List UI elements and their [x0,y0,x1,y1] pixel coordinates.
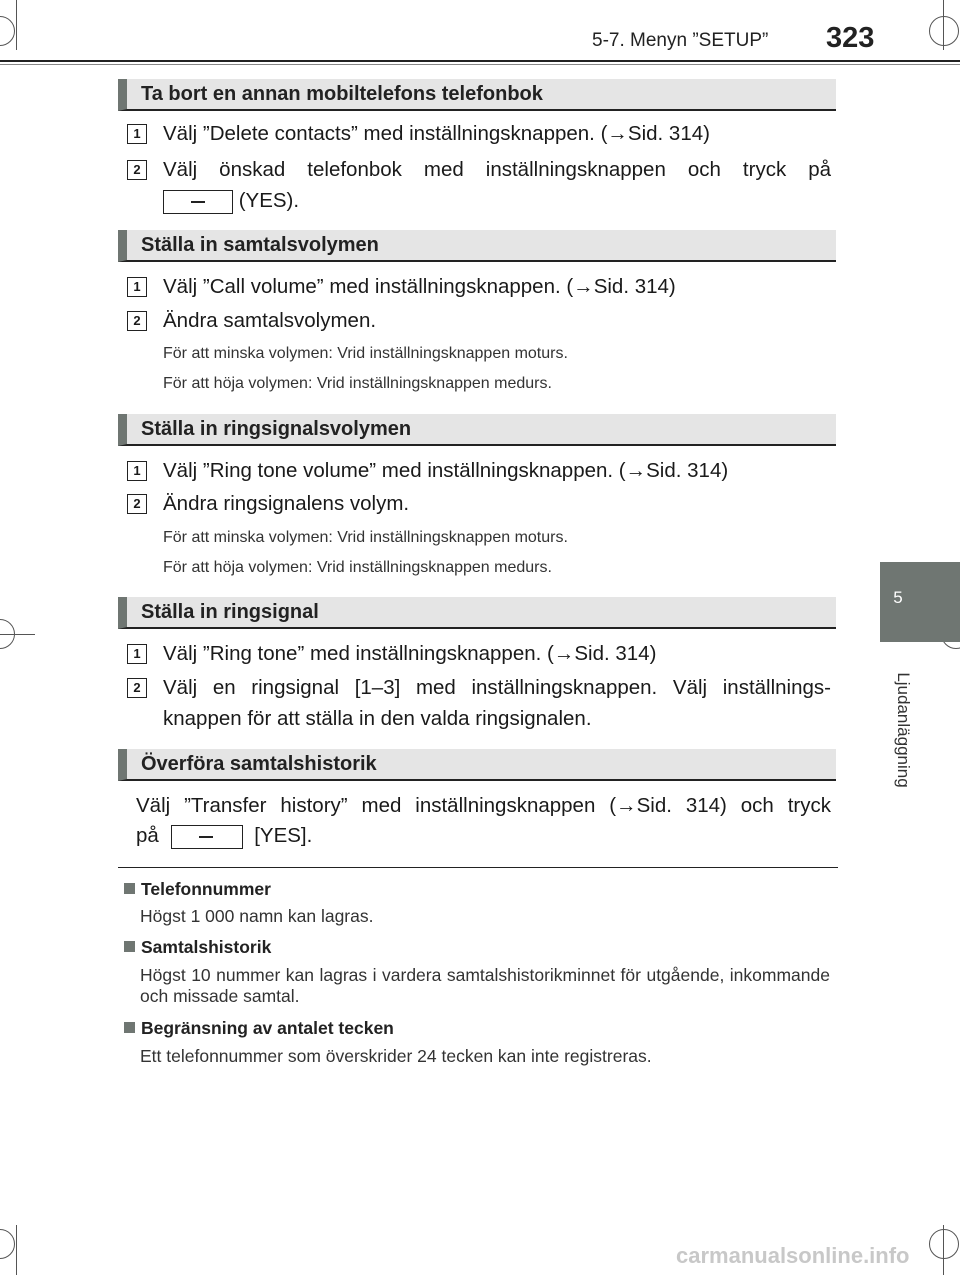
header-rule [0,64,960,65]
step-text: Välj en ringsignal [1–3] med inställningsknappen. Välj inställnings- [163,676,831,699]
step-number: 1 [127,644,147,664]
crop-line [16,1225,17,1275]
note-title-text: Telefonnummer [141,879,271,899]
section-heading-text: Ställa in ringsignal [141,601,319,623]
step-text: Ändra samtalsvolymen. [163,309,377,332]
step-text-fragment: (YES). [238,189,300,212]
page-number: 323 [826,22,875,54]
step-number: 1 [127,461,147,481]
square-bullet-icon [124,1022,135,1033]
crop-line [943,0,944,50]
note-title [124,937,271,958]
note-body: Högst 10 nummer kan lagras i vardera samtalshistorikminnet för utgående, inkommande och missade samtal. [140,965,830,1006]
section-heading [118,597,836,629]
square-bullet-icon [124,883,135,894]
step-text: knappen för att ställa in den valda ringsignalen. [163,707,592,730]
step-text: Välj ”Call volume” med inställningsknappen. (→Sid. 314) [163,275,676,298]
separator [118,867,838,868]
step-text: Välj önskad telefonbok med inställningsknappen och tryck på [163,158,831,181]
step-number: 2 [127,494,147,514]
step-text: Välj ”Ring tone” med inställningsknappen. (→Sid. 314) [163,642,657,665]
step-text-fragment: på [136,824,159,847]
crop-mark [0,16,15,46]
square-bullet-icon [124,941,135,952]
chapter-number: 5 [893,588,903,607]
section-heading-text: Överföra samtalshistorik [141,753,377,775]
step-text: Välj ”Delete contacts” med inställningsknappen. (→Sid. 314) [163,122,710,145]
step-number: 1 [127,124,147,144]
note-title [124,879,271,900]
step-note: För att höja volymen: Vrid inställningsknappen medurs. [163,559,552,576]
step-text-line [163,185,299,216]
section-heading-text: Ta bort en annan mobiltelefons telefonbok [141,83,543,105]
step-number: 2 [127,678,147,698]
section-heading [118,749,836,781]
note-body: Högst 1 000 namn kan lagras. [140,906,374,926]
step-number: 1 [127,277,147,297]
step-number: 2 [127,311,147,331]
note-title [124,1018,394,1039]
section-title: 5-7. Menyn ”SETUP” [592,30,769,51]
crop-mark [0,1229,15,1259]
step-note: För att höja volymen: Vrid inställningsknappen medurs. [163,375,552,392]
note-body: Ett telefonnummer som överskrider 24 tecken kan inte registreras. [140,1046,652,1066]
step-note: För att minska volymen: Vrid inställningsknappen moturs. [163,529,568,546]
yes-button-icon [163,190,233,214]
section-heading-text: Ställa in ringsignalsvolymen [141,418,412,440]
step-text: Ändra ringsignalens volym. [163,492,410,515]
step-text-line [136,820,312,851]
watermark: carmanualsonline.info [676,1243,910,1268]
crop-line [16,0,17,50]
section-heading [118,79,836,111]
note-title-text: Samtalshistorik [141,937,272,957]
yes-button-icon [171,825,243,849]
header-rule [0,60,960,62]
step-text: Välj ”Ring tone volume” med inställningsknappen. (→Sid. 314) [163,459,729,482]
crop-mark [929,16,959,46]
chapter-label: Ljudanläggning [894,672,913,788]
step-number: 2 [127,160,147,180]
step-note: För att minska volymen: Vrid inställningsknappen moturs. [163,345,568,362]
note-title-text: Begränsning av antalet tecken [141,1018,394,1038]
crop-line [943,1225,944,1275]
step-text-fragment: [YES]. [254,824,313,847]
step-text: Välj ”Transfer history” med inställningsknappen (→Sid. 314) och tryck [136,794,831,817]
section-heading [118,414,836,446]
section-heading [118,230,836,262]
section-heading-text: Ställa in samtalsvolymen [141,234,379,256]
crop-line [0,634,35,635]
crop-mark [929,1229,959,1259]
